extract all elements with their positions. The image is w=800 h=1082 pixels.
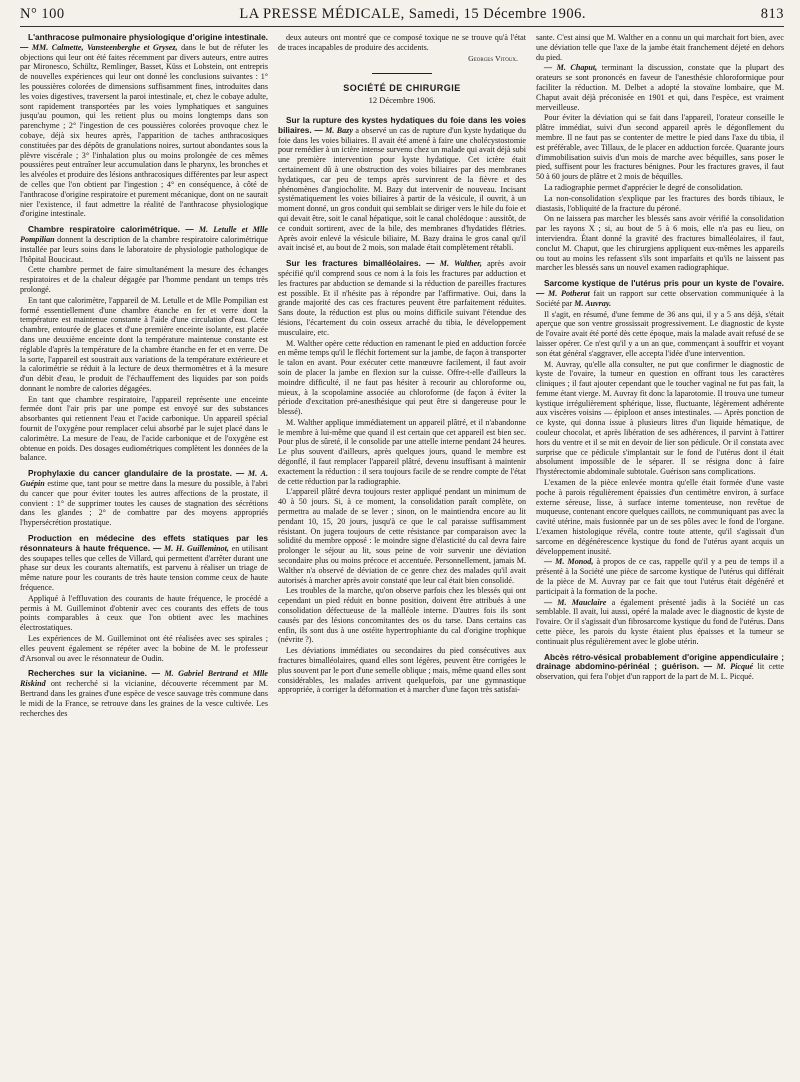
paragraph: L'appareil plâtré devra toujours rester appliqué pendant un minimum de 40 à 50 jours. Si, à ce moment, la consolidation paraît complète, on permettra au malade de se lever ; sinon, on le maintiendra encore au lit pendant 10, 15, 20 jours, jusqu'à ce que le cal paraisse suffisamment résistant. On jugera toujours de cette résistance par comparaison avec la solidité du membre opposé : le moindre signe d'élasticité du cal devra faire prolonger le séjour au lit, sous peine de voir survenir une déviation secondaire plus ou moins précoce et accentuée. Personnellement, jamais M. Walther n'a observé de déviation de ce genre chez des malades qu'il avait autorisés à marcher après avoir constaté que leur cal était bien consolidé. [278, 487, 526, 585]
page-number: 813 [760, 6, 784, 22]
paragraph: M. Auvray, qu'elle alla consulter, ne put que confirmer le diagnostic de kyste de l'ovaire, la tumeur en question en offrant tous les caractères cliniques ; il faut ajouter cependant que le toucher vaginal ne fut pas fait, la femme étant vierge. M. Auvray fit donc la laparotomie. Il trouva une tumeur kystique irrégulièrement sphérique, lisse, fluctuante, légèrement adhérente aux viscères voisins — épiploon et anses intestinales. — Après ponction de ce kyste, qui donna issue à plusieurs litres d'un liquide hématique, de couleur chocolat, et après libération de ses adhérences, il parvint à l'attirer hors du ventre et il se mit en devoir de lier son pédicule. Or il constata avec surprise que ce pédicule s'implantait sur le fond de l'utérus dont il était absolument impossible de le séparer. Il se résigna donc à faire l'hystérectomie abdominale subtotale. Guérison sans complications. [536, 359, 784, 477]
article-title: L'anthracose pulmonaire physiologique d'origine intestinale. — [20, 33, 268, 52]
column-3 [536, 33, 784, 1073]
paragraph: Appliqué à l'effluvation des courants de haute fréquence, le procédé a permis à M. Guilleminot d'obtenir avec ces courants des effets de tous points comparables à ceux que l'on obtient avec les machines électrostatiques. [20, 593, 268, 633]
article-authors: M. Auvray. [574, 298, 612, 308]
article-chambre-respiratoire [20, 225, 268, 463]
paragraph: Il s'agit, en résumé, d'une femme de 36 ans qui, il y a 5 ans déjà, s'était aperçue que son ventre grossissait progressivement. Le diagnostic de kyste de l'ovaire avait été porté dès cette époque, mais la malade avait refusé de se laisser opérer. Ce n'est qu'il y a un an que, commençant à souffrir et voyant son état général s'aggraver, elle accepta l'idée d'une intervention. [536, 309, 784, 358]
article-authors: M. Picqué [716, 662, 754, 672]
article-abces-retro-vesical [536, 653, 784, 682]
paragraph: après avoir spécifié qu'il comprend sous ce nom à la fois les fractures par adduction et les fractures par abduction se demande si la réduction de pareilles fractures est possible. Et il n'hésite pas à répondre par l'affirmative. Oui, dans la grande majorité des cas ces fractures peuvent être parfaitement réduites. Sans doute, la réduction est plus ou moins difficile suivant l'étendue des lésions, l'écartement du coin osseux arraché du tibia, le développement musculaire, etc. [278, 259, 526, 337]
paragraph: deux auteurs ont montré que ce composé toxique ne se trouve qu'à l'état de traces incapables de produire des accidents. [278, 33, 526, 52]
paragraph: donnent la description de la chambre respiratoire calorimétrique installée par leurs soins dans le laboratoire de physiologie pathologique de l'hôpital Boucicaut. [20, 234, 268, 264]
section-heading: SOCIÉTÉ DE CHIRURGIE [343, 83, 461, 94]
paragraph: M. Walther opère cette réduction en ramenant le pied en adduction forcée en même temps qu'il le fléchit fortement sur la jambe, de façon à transporter le talon en avant. Pour exécuter cette manœuvre facilement, il faut avoir soin de placer la jambe en flexion sur la cuisse. Offre-t-elle d'ailleurs la moindre difficulté, il ne faut pas hésiter à recourir au chloroforme ou, mieux, à la scopolamine associée au chloroforme (de façon à éviter la période d'excitation pré-anesthésique qui peut être si dangereuse pour le blessé). [278, 338, 526, 417]
paragraph: fait un rapport sur cette observation communiquée à la Société par [536, 288, 784, 308]
column-1 [20, 33, 268, 1073]
issue-number: N° 100 [20, 6, 65, 22]
article-authors: MM. Calmette, Vansteenberghe et Grysez, [31, 42, 178, 52]
article-title: Sur la rupture des kystes hydatiques du foie dans les voies biliaires. — [278, 114, 526, 135]
section-date: 12 Décembre 1906. [368, 95, 436, 106]
article-title: Production en médecine des effets statiques par les résonnateurs à haute fréquence. — [20, 533, 268, 553]
article-authors: M. H. Guilleminot, [164, 543, 229, 553]
running-header [20, 6, 784, 27]
article-authors: M. Potherat [548, 288, 590, 298]
paragraph: estime que, tant pour se mettre dans la mesure du possible, à l'abri du cancer que pour éviter toutes les autres affections de la prostate, il convient : 1° de supprimer toutes les causes de stagnation des sécrétions dans les glandes ; 2° de combattre par des moyens appropriés l'hypersécrétion prostatique. [20, 479, 268, 528]
article-title: Abcès rétro-vésical probablement d'origine appendiculaire ; drainage abdomino-périnéal ; guérison. — [536, 651, 784, 672]
article-title: Prophylaxie du cancer glandulaire de la prostate. — [28, 468, 245, 479]
signature: Georges Vitoux. [468, 53, 518, 63]
article-sarcome-kystique [536, 279, 784, 646]
paragraph: L'examen de la pièce enlevée montra qu'elle était formée d'une vaste poche à parois régulièrement épaissies d'un centimètre environ, à surface externe séreuse, lisse, à surface interne tomenteuse, non revêtue de muqueuse, contenant encore quelques caillots, ne communiquant pas avec la cavité utérine, mais fusionnée par un de ses pôles avec le fond de l'organe. L'examen histologique révéla, contre toute attente, qu'il s'agissait d'un sarcome en dégénérescence kystique du fond de l'utérus ayant acquis un développement inusité. [536, 478, 784, 556]
paragraph: Les troubles de la marche, qu'on observe parfois chez les blessés qui ont cependant un pied réduit en bonne position, doivent être attribués à une consolidation défectueuse de la malléole interne. D'autres fois ils sont causés par des lésions concomitantes des os du tarse. Dans certains cas enfin, ils sont dus à une ostéite hypertrophiante du cal d'origine trophique (névrite ?). [278, 586, 526, 645]
article-title: Sarcome kystique de l'utérus pris pour un kyste de l'ovaire. — [536, 278, 784, 298]
article-anthracose [20, 33, 268, 219]
paragraph: M. Walther applique immédiatement un appareil plâtré, et il n'abandonne le membre à lui-même que quand il est certain que cet appareil est bien sec. Pour plus de sûreté, il le consolide par une attelle interne pendant 24 heures. Le plus souvent d'ailleurs, après quelques jours, quand le membre est dégonflé, il faut remplacer l'appareil plâtré, devenu insuffisant à maintenir exactement la réduction : il sera toujours facile de se rendre compte de l'état de cette réduction par la radiographie. [278, 417, 526, 486]
paragraph: a observé un cas de rupture d'un kyste hydatique du foie dans les voies biliaires. Il avait été amené à faire une cholécystostomie pour remédier à un ictère intense survenu chez un malade qui avait déjà subi une première intervention pour kyste hydatique. Cet ictère était certainement dû à une obstruction des voies biliaires par des membranes hydatiques, car peu de temps après survinrent de la fièvre et des phénomènes d'angiocholite. M. Bazy dut intervenir de nouveau. Incisant systématiquement les voies biliaires à partir de la vésicule, il ouvrit, à un moment donné, un gros conduit qui semblait se diriger vers le hile du foie et qui devait être, soit le canal hépatique, soit le canal cholédoque : aussitôt, de ce conduit sortirent, avec de la bile, des membranes d'hydatides flétries. Après avoir enlevé la vésicule biliaire, M. Bazy draina le gros canal qu'il avait incisé et, au bout de 2 mois, son malade était complètement rétabli. [278, 125, 526, 253]
article-authors: M. Letulle et Mlle Pompilian [20, 225, 268, 244]
journal-title: LA PRESSE MÉDICALE, Samedi, 15 Décembre 1906. [239, 6, 587, 22]
paragraph: Pour éviter la déviation qui se fait dans l'appareil, l'orateur conseille le plâtre immédiat, suivi d'un second appareil après le dégonflement du membre. Il ne faut pas se contenter de mettre le pied dans l'axe du tibia, il est préférable, avec Tillaux, de le placer en adduction forcée. Quarante jours d'immobilisation suivis d'un mois de marche avec béquilles, sans poser le pied, suffisent pour les fractures bénignes. Pour les fractures graves, il faut 50 à 60 jours de plâtre et 2 mois de béquilles. [536, 113, 784, 182]
column-2 [278, 33, 526, 1073]
text-columns [20, 33, 784, 1073]
paragraph: sante. C'est ainsi que M. Walther en a connu un qui marchait fort bien, avec une déviation telle que l'axe de la jambe était franchement déjeté en dehors du pied. [536, 33, 784, 62]
article-authors: — M. Monod, [544, 557, 594, 567]
paragraph: à propos de ce cas, rappelle qu'il y a peu de temps il a présenté à la Société une pièce de sarcome kystique de l'utérus qui différait de la pièce de M. Auvray par ce fait que tout l'utérus était dégénéré et participait à la formation de la poche. [536, 557, 784, 596]
paragraph: Les déviations immédiates ou secondaires du pied consécutives aux fractures bimalléolaires, quand elles sont légères, peuvent être corrigées le plus souvent par le port d'une semelle oblique ; mais, même quand elles sont considérables, les malades arrivent quelquefois, par une gymnastique appropriée, à corriger la déformation et à marcher d'une façon très satisfai- [278, 646, 526, 695]
paragraph: Cette chambre permet de faire simultanément la mesure des échanges respiratoires et de la chaleur dégagée par l'homme pendant un temps très prolongé. [20, 265, 268, 294]
article-title: Chambre respiratoire calorimétrique. — [28, 224, 194, 235]
paragraph: ont recherché si la vicianine, découverte récemment par M. Bertrand dans les graines d'une espèce de vesce sauvage très commune dans le midi de la France, se retrouve dans les graines de la vesce cultivée. Les recherches des [20, 679, 268, 718]
article-authors: — M. Chaput, [544, 63, 598, 73]
article-authors: M. Walther, [439, 259, 482, 269]
paragraph: En tant que chambre respiratoire, l'appareil représente une enceinte fermée dont l'air pris par une pompe est envoyé sur des substances absorbantes qui retiennent l'eau et l'acide carbonique. Un appareil spécial fournit de l'oxygène pour remplacer celui absorbé par le sujet placé dans le calorimètre. La mesure de l'eau, de l'acide carbonique et de l'oxygène est obtenue en poids. Des dosages eudiométriques complètent les données de la balance. [20, 394, 268, 463]
paragraph: La non-consolidation s'explique par les fractures des bords tibiaux, le diastasis, l'obliquité de la fracture du péroné. [536, 193, 784, 213]
paragraph: Les expériences de M. Guilleminot ont été réalisées avec ses spirales ; elles peuvent également se répéter avec la bobine de M. le professeur d'Arsonval ou avec le résonnateur de Oudin. [20, 634, 268, 663]
paragraph: En tant que calorimètre, l'appareil de M. Letulle et de Mlle Pompilian est formé essentiellement d'une chambre étanche en fer et verre dont la température est maintenue constante à l'aide d'une circulation d'eau. Cette chambre, entourée de glaces et d'une première enceinte isolante, est placée dans une deuxième enceinte dont la température maintenue constante est réglable d'après la température de la chambre étanche en fer et en verre. De la sorte, l'appareil est soustrait aux variations de la température extérieure et la calorimétrie se réduit à la lecture de deux thermomètres et à la mesure d'un débit d'eau, le produit de l'échauffement des liquides par son poids donnant le nombre de calories dégagées. [20, 295, 268, 393]
article-fractures-bimalleolaires [278, 259, 526, 695]
article-kystes-hydatiques [278, 116, 526, 253]
paragraph: lit cette observation, qui fera l'objet d'un rapport de la part de M. L. Picqué. [536, 662, 784, 682]
paragraph: en utilisant des soupapes telles que celles de Villard, qui permettent d'arrêter durant une phase sur deux les courants alternatifs, est parvenu à réaliser un triage de même nature pour les courants de très haute tension comme ceux de haute fréquence. [20, 543, 268, 593]
article-authors: — M. Mauclaire [544, 597, 607, 607]
article-haute-frequence [20, 534, 268, 663]
article-authors: M. A. Guépin [20, 469, 268, 489]
article-authors: M. Bazy [325, 125, 353, 135]
article-authors: M. Gabriel Bertrand et Mlle Riskind [20, 669, 268, 689]
paragraph: dans le but de réfuter les objections qui leur ont été faites récemment par divers auteurs, entre autres par Mironesco, Schültz, Remlinger, Basset, Küss et Lobstein, ont entrepris de nouvelles expériences qui leur ont donné les conclusions suivantes : 1° les poussières colorées de dimensions suffisamment fines, introduites dans les voies digestives, traversent la paroi intestinale, et, chez le cobaye adulte, sont rapidement transportées par les voies lymphatiques et sanguines jusqu'au poumon, qui les retient plus ou moins longtemps dans son parenchyme ; 2° l'ingestion de ces poussières colorées provoque chez le cobaye, déjà six heures après, l'apparition de taches anthracosiques constituées par des dépôts de granulations noires, surtout abondantes sous la plèvre viscérale ; 3° l'inhalation plus ou moins prolongée de ces mêmes poussières peut entraîner leur accumulation dans le pharynx, les bronches et les alvéoles et produire des lésions anthracosiques différentes par leur aspect de celles que l'on obtient par l'ingestion ; 4° en conséquence, à côté de l'anthracose d'origine respiratoire et purement mécanique, dont on ne saurait nier l'existence, il faut admettre la réalité de l'anthracose physiologique d'origine intestinale. [20, 42, 268, 219]
article-title: Sur les fractures bimalléolaires. — [286, 258, 435, 269]
article-prostate [20, 469, 268, 528]
paragraph: a également présenté jadis à la Société un cas semblable. Il avait, lui aussi, opéré la malade avec le diagnostic de kyste de l'ovaire. Or il s'agissait d'un fibrosarcome kystique du fond de l'utérus. Dans cette pièce, les parois du kyste étaient plus épaisses et la tumeur se continuait plus régulièrement avec le globe utérin. [536, 597, 784, 646]
paragraph: terminant la discussion, constate que la plupart des orateurs se sont prononcés en faveur de l'anesthésie chloroformique pour faciliter la réduction. M. Delbet a adopté la stovaïne lombaire, que M. Chaput avait déjà préconisée en 1901 et qui, dans l'espèce, est vraiment merveilleuse. [536, 63, 784, 112]
paragraph: On ne laissera pas marcher les blessés sans avoir vérifié la consolidation par les rayons X ; si, au bout de 5 à 6 mois, elle n'a pas eu lieu, on interviendra. Étant donné la gravité des fractures bimalléolaires, il faut, conclut M. Chaput, que les chirurgiens appliquent eux-mêmes les appareils ou tout au moins les refassent s'ils sont imparfaits et qu'ils ne laissent pas marcher les blessés sans un nouvel examen radiographique. [536, 214, 784, 273]
article-vicianine [20, 669, 268, 718]
section-divider [372, 73, 432, 74]
paragraph: La radiographie permet d'apprécier le degré de consolidation. [544, 182, 743, 192]
article-title: Recherches sur la vicianine. — [28, 668, 160, 679]
